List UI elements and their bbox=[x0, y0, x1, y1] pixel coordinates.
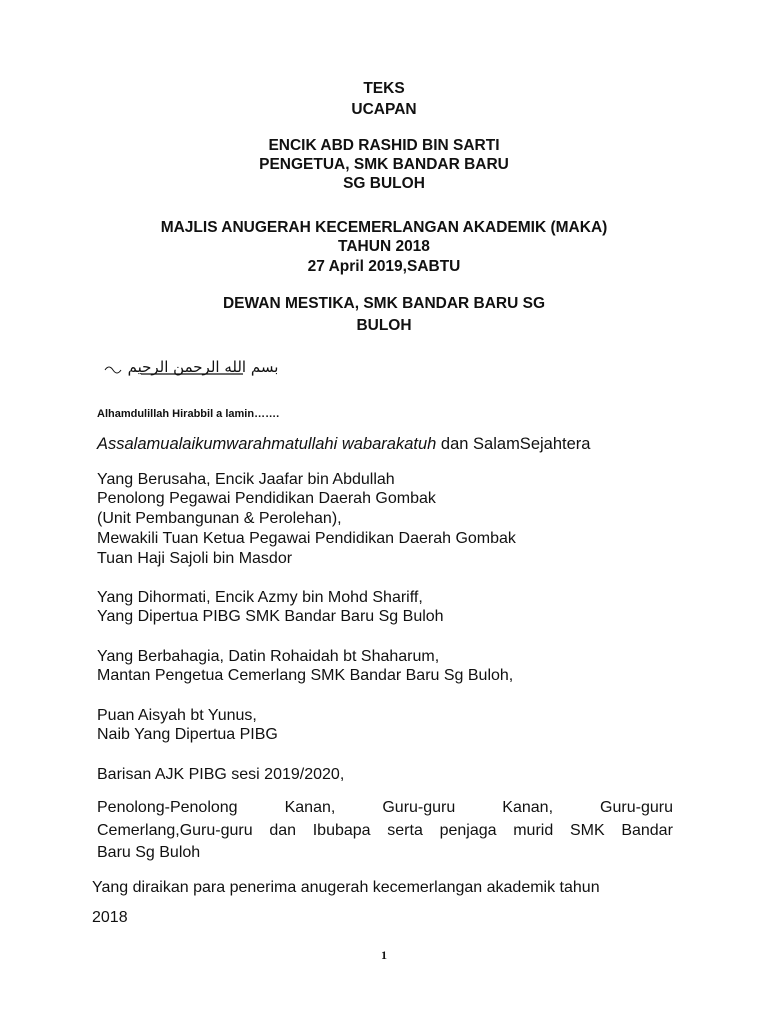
title-ucapan: UCAPAN bbox=[351, 101, 417, 118]
address-line: Mantan Pengetua Cemerlang SMK Bandar Baru Sg Buloh, bbox=[97, 667, 514, 684]
address-line: Naib Yang Dipertua PIBG bbox=[97, 726, 278, 743]
justified-line-1 bbox=[97, 799, 673, 817]
word: Cemerlang,Guru-guru bbox=[97, 822, 253, 839]
word: penjaga bbox=[439, 822, 497, 839]
justified-line-2 bbox=[97, 822, 673, 840]
hamdalah: Alhamdulillah Hirabbil a lamin……. bbox=[97, 408, 280, 420]
salam-italic: Assalamualaikumwarahmatullahi wabarakatuh bbox=[97, 435, 437, 453]
justified-line-3: Baru Sg Buloh bbox=[97, 844, 201, 861]
word: Penolong-Penolong bbox=[97, 799, 238, 816]
address-line: Mewakili Tuan Ketua Pegawai Pendidikan Daerah Gombak bbox=[97, 530, 516, 547]
word: Kanan, bbox=[502, 799, 554, 816]
venue-line2: BULOH bbox=[356, 317, 412, 334]
address-line: Yang Dipertua PIBG SMK Bandar Baru Sg Buloh bbox=[97, 608, 444, 625]
event-title: MAJLIS ANUGERAH KECEMERLANGAN AKADEMIK (MAKA) bbox=[160, 219, 608, 236]
event-date: 27 April 2019,SABTU bbox=[307, 258, 461, 275]
title-teks: TEKS bbox=[363, 80, 405, 97]
word: Bandar bbox=[621, 822, 673, 839]
speaker-name: ENCIK ABD RASHID BIN SARTI bbox=[268, 137, 500, 154]
address-line: Puan Aisyah bt Yunus, bbox=[97, 707, 257, 724]
page-number: 1 bbox=[381, 948, 387, 962]
venue-line1: DEWAN MESTIKA, SMK BANDAR BARU SG bbox=[222, 295, 546, 312]
address-line: Barisan AJK PIBG sesi 2019/2020, bbox=[97, 766, 345, 783]
word: dan bbox=[269, 822, 297, 839]
speaker-school: SG BULOH bbox=[343, 175, 425, 192]
word: serta bbox=[387, 822, 423, 839]
address-line: Yang Berbahagia, Datin Rohaidah bt Shaharum, bbox=[97, 648, 440, 665]
salam-plain: dan SalamSejahtera bbox=[436, 435, 591, 453]
address-line: Yang Berusaha, Encik Jaafar bin Abdullah bbox=[97, 471, 395, 488]
word: Guru-guru bbox=[600, 799, 673, 816]
event-year: TAHUN 2018 bbox=[338, 238, 430, 255]
address-line: Tuan Haji Sajoli bin Masdor bbox=[97, 550, 293, 567]
address-line: Yang diraikan para penerima anugerah kecemerlangan akademik tahun bbox=[92, 879, 600, 896]
word: Guru-guru bbox=[382, 799, 456, 816]
address-line: 2018 bbox=[92, 909, 128, 926]
speaker-position: PENGETUA, SMK BANDAR BARU bbox=[259, 156, 509, 173]
address-line: (Unit Pembangunan & Perolehan), bbox=[97, 510, 342, 527]
address-line: Penolong Pegawai Pendidikan Daerah Gombak bbox=[97, 490, 436, 507]
svg-text:بسم الله الرحمن الرحيم: بسم الله الرحمن الرحيم bbox=[127, 358, 279, 376]
word: Ibubapa bbox=[312, 822, 371, 839]
bismillah-calligraphy bbox=[93, 352, 313, 382]
salam-greeting bbox=[97, 435, 590, 454]
word: SMK bbox=[569, 822, 605, 839]
word: Kanan, bbox=[284, 799, 336, 816]
address-line: Yang Dihormati, Encik Azmy bin Mohd Shariff, bbox=[97, 589, 423, 606]
word: murid bbox=[513, 822, 554, 839]
